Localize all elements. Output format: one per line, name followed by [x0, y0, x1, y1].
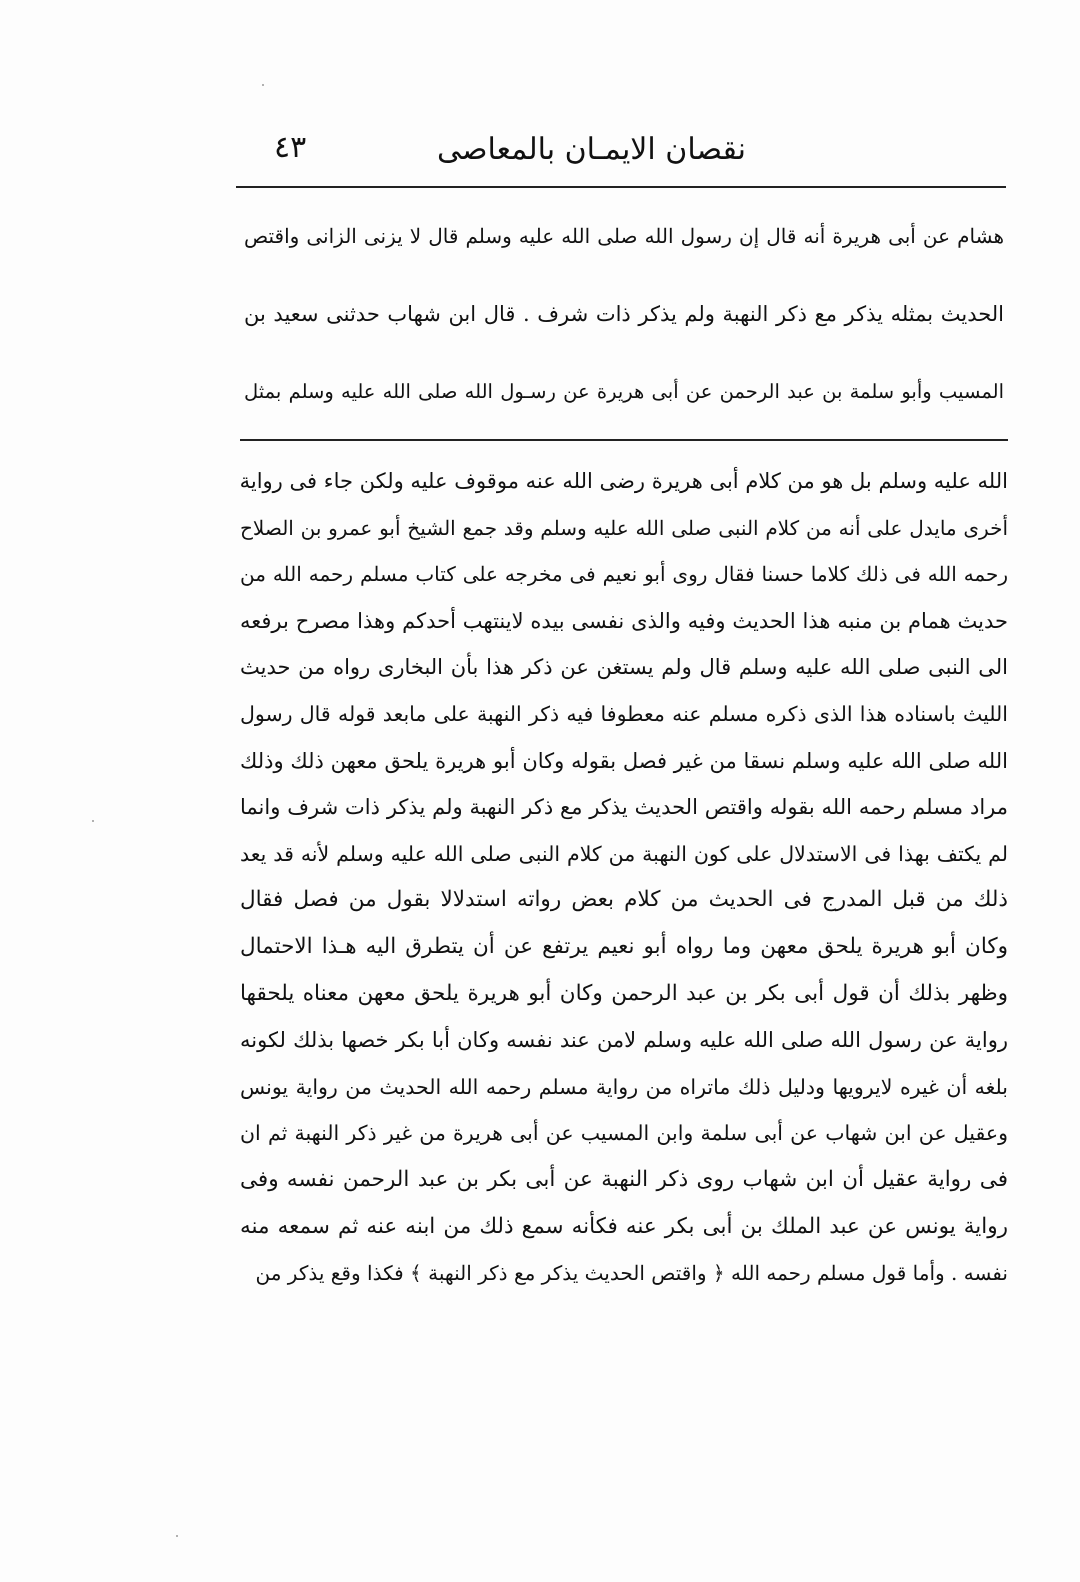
- commentary-line: وعقيل عن ابن شهاب عن أبى سلمة وابن المسيب عن أبى هريرة من غير ذكر النهبة ثم ان: [240, 1121, 1008, 1146]
- commentary-line: وكان أبو هريرة يلحق معهن وما رواه أبو نعيم يرتفع عن أن يتطرق اليه هـذا الاحتمال: [240, 933, 1008, 959]
- hadith-line: الحديث بمثله يذكر مع ذكر النهبة ولم يذكر ذات شرف . قال ابن شهاب حدثنى سعيد بن: [244, 302, 1004, 326]
- commentary-line: أخرى مايدل على أنه من كلام النبى صلى الله عليه وسلم وقد جمع الشيخ أبو عمرو بن الصلاح: [240, 515, 1008, 540]
- commentary-line: بلغه أن غيره لايرويها ودليل ذلك ماتراه من رواية مسلم رحمه الله الحديث من رواية يونس: [240, 1074, 1008, 1099]
- commentary-line: الى النبى صلى الله عليه وسلم قال ولم يستغن عن ذكر هذا بأن البخارى رواه من حديث: [240, 655, 1008, 680]
- commentary-line: الله عليه وسلم بل هو من كلام أبى هريرة رضى الله عنه موقوف عليه ولكن جاء فى رواية: [240, 469, 1008, 493]
- commentary-line: رواية يونس عن عبد الملك بن أبى بكر عنه فكأنه سمع ذلك من ابنه عنه ثم سمعه منه: [240, 1213, 1008, 1239]
- header-rule: [236, 186, 1006, 188]
- commentary-text: [240, 458, 1008, 1297]
- running-title: نقصان الايمـان بالمعاصى: [437, 132, 746, 167]
- page-header: [236, 128, 996, 178]
- commentary-line: وظهر بذلك أن قول أبى بكر بن عبد الرحمن وكان أبو هريرة يلحق معهن معناه يلحقها: [240, 980, 1008, 1006]
- scan-speck: [176, 1535, 178, 1537]
- commentary-line: الليث باسناده هذا الذى ذكره مسلم عنه معطوفا فيه ذكر النهبة على مابعد قوله قال رسول: [240, 701, 1008, 726]
- hadith-line: المسيب وأبو سلمة بن عبد الرحمن عن أبى هريرة عن رسـول الله صلى الله عليه وسلم بمثل: [244, 380, 1004, 403]
- commentary-line: حديث همام بن منبه هذا الحديث وفيه والذى نفسى بيده لاينتهب أحدكم وهذا مصرح برفعه: [240, 608, 1008, 633]
- commentary-line: رحمه الله فى ذلك كلاما حسنا فقال روى أبو نعيم فى مخرجه على كتاب مسلم رحمه الله من: [240, 562, 1008, 587]
- hadith-text: [244, 197, 1004, 431]
- hadith-line: هشام عن أبى هريرة أنه قال إن رسول الله صلى الله عليه وسلم قال لا يزنى الزانى واقتص: [244, 224, 1004, 248]
- commentary-line: ذلك من قبل المدرج فى الحديث من كلام بعض رواته استدلالا بقول من فصل فقال: [240, 887, 1008, 913]
- commentary-line: لم يكتف بهذا فى الاستدلال على كون النهبة من كلام النبى صلى الله عليه وسلم لأنه قد يعد: [240, 841, 1008, 866]
- commentary-line: فى رواية عقيل أن ابن شهاب روى ذكر النهبة عن أبى بكر بن عبد الرحمن نفسه وفى: [240, 1166, 1008, 1192]
- scan-speck: [262, 84, 264, 86]
- commentary-line: نفسه . وأما قول مسلم رحمه الله ﴿ واقتص الحديث يذكر مع ذكر النهبة ﴾ فكذا وقع يذكر من: [255, 1261, 1008, 1286]
- commentary-line: رواية عن رسول الله صلى الله عليه وسلم لامن عند نفسه وكان أبا بكر خصها بذلك لكونه: [240, 1028, 1008, 1053]
- page-number: ٤٣: [274, 130, 307, 165]
- section-divider: [240, 439, 1008, 441]
- commentary-line: مراد مسلم رحمه الله بقوله واقتص الحديث يذكر مع ذكر النهبة ولم يذكر ذات شرف وانما: [240, 795, 1008, 820]
- scan-speck: [92, 820, 94, 822]
- commentary-line: الله صلى الله عليه وسلم نسقا من غير فصل بقوله وكان أبو هريرة يلحق معهن ذلك وذلك: [240, 748, 1008, 773]
